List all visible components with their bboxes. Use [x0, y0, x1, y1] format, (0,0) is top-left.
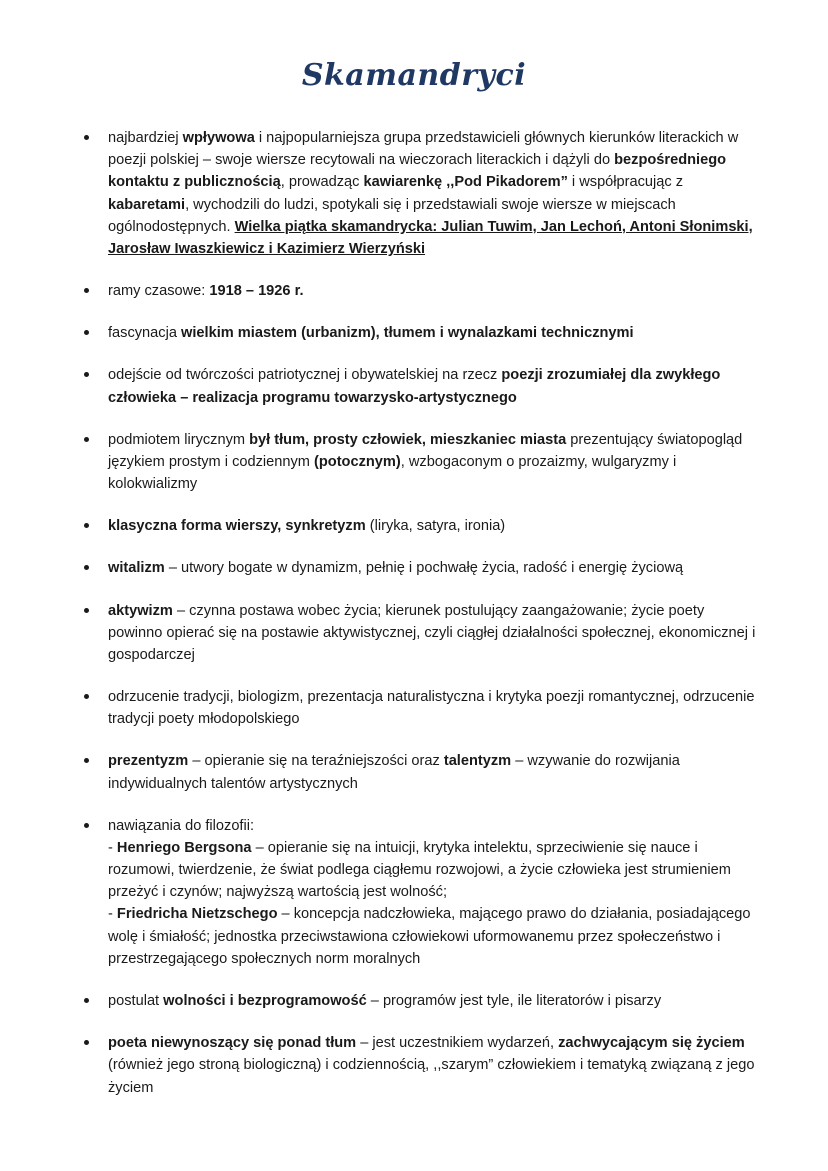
- page-title: Skamandryci: [301, 58, 527, 93]
- list-item: najbardziej wpływowa i najpopularniejsza grupa przedstawicieli głównych kierunków literackich w poezji polskiej – swoje wiersze recytowali na wieczorach literackich i dążyli do bezpośredniego kontaktu z publicznością, prowadząc kawiarenkę ,,Pod Pikadorem” i współpracując z kabaretami, wychodzili do ludzi, spotykali się i przedstawiali swoje wiersze w miejscach ogólnodostępnych. Wielka piątka skamandrycka: Julian Tuwim, Jan Lechoń, Antoni Słonimski, Jarosław Iwaszkiewicz i Kazimierz Wierzyński: [82, 127, 762, 260]
- list-item: ramy czasowe: 1918 – 1926 r.: [82, 280, 762, 302]
- notes-list: [56, 127, 772, 1099]
- list-item: postulat wolności i bezprogramowość – programów jest tyle, ile literatorów i pisarzy: [82, 990, 762, 1012]
- list-item: aktywizm – czynna postawa wobec życia; kierunek postulujący zaangażowanie; życie poety powinno opierać się na postawie aktywistycznej, czyli ciągłej działalności społecznej, ekonomicznej i gospodarczej: [82, 600, 762, 667]
- list-item: klasyczna forma wierszy, synkretyzm (liryka, satyra, ironia): [82, 515, 762, 537]
- list-item: poeta niewynoszący się ponad tłum – jest uczestnikiem wydarzeń, zachwycającym się życiem (również jego stroną biologiczną) i codziennością, ,,szarym” człowiekiem i tematyką związaną z jego życiem: [82, 1032, 762, 1099]
- list-item: nawiązania do filozofii: - Henriego Bergsona – opieranie się na intuicji, krytyka intelektu, sprzeciwienie się nauce i rozumowi, twierdzenie, że świat podlega ciągłemu rozwojowi, a życie człowieka jest strumieniem przeżyć i czynów; najwyższą wartością jest wolność; - Friedricha Nietzschego – koncepcja nadczłowieka, mającego prawo do działania, posiadającego wolę i śmiałość; jednostka przeciwstawiona człowiekowi uformowanemu przez społeczeństwo i przestrzegającego społecznych norm moralnych: [82, 815, 762, 970]
- list-item: podmiotem lirycznym był tłum, prosty człowiek, mieszkaniec miasta prezentujący światopogląd językiem prostym i codziennym (potocznym), wzbogaconym o prozaizmy, wulgaryzmy i kolokwializmy: [82, 429, 762, 496]
- list-item: witalizm – utwory bogate w dynamizm, pełnię i pochwałę życia, radość i energię życiową: [82, 557, 762, 579]
- list-item: prezentyzm – opieranie się na teraźniejszości oraz talentyzm – wzywanie do rozwijania indywidualnych talentów artystycznych: [82, 750, 762, 794]
- list-item: odejście od twórczości patriotycznej i obywatelskiej na rzecz poezji zrozumiałej dla zwykłego człowieka – realizacja programu towarzysko-artystycznego: [82, 364, 762, 408]
- list-item: odrzucenie tradycji, biologizm, prezentacja naturalistyczna i krytyka poezji romantycznej, odrzucenie tradycji poety młodopolskiego: [82, 686, 762, 730]
- list-item: fascynacja wielkim miastem (urbanizm), tłumem i wynalazkami technicznymi: [82, 322, 762, 344]
